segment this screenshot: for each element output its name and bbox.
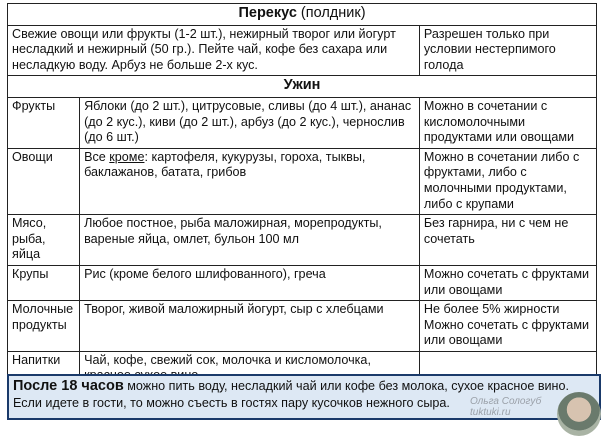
watermark: Ольга Сологуб tuktuki.ru: [470, 396, 542, 418]
author-photo: [557, 392, 601, 436]
row-note: Не более 5% жирности Можно сочетать с фруктами или овощами: [419, 301, 596, 352]
row-items: Чай, кофе, свежий сок, молочка и кисломолочка,: [80, 351, 420, 386]
row-items: Любое постное, рыба маложирная, морепродукты, вареные яйца, омлет, бульон 100 мл: [80, 215, 420, 266]
row-items: Яблоки (до 2 шт.), цитрусовые, сливы (до 4 шт.), ананас (до 2 кус.), киви (до 2 шт.), арбуз (до 2 кус.), чернослив (до 6 шт.): [80, 97, 420, 148]
row-items: Все кроме: картофеля, кукурузы, гороха, тыквы, баклажанов, батата, грибов: [80, 148, 420, 214]
row-category: Фрукты: [8, 97, 80, 148]
snack-title: Перекус (полдник): [8, 4, 597, 26]
row-note: Без гарнира, ни с чем не сочетать: [419, 215, 596, 266]
table-row: [8, 215, 597, 266]
after-18-heading: После 18 часов: [13, 378, 124, 394]
row-category: Овощи: [8, 148, 80, 214]
snack-text: Свежие овощи или фрукты (1-2 шт.), нежирный творог или йогурт несладкий и нежирный (50 гр.). Пейте чай, кофе без сахара или несладкую воду. Арбуз не больше 2-х кус.: [8, 25, 420, 76]
row-note: Можно в сочетании с кисломолочными продуктами или овощами: [419, 97, 596, 148]
dinner-header-row: [8, 76, 597, 98]
row-category: Мясо, рыба, яйца: [8, 215, 80, 266]
row-items: Творог, живой маложирный йогурт, сыр с хлебцами: [80, 301, 420, 352]
row-category: Молочные продукты: [8, 301, 80, 352]
table-row: [8, 301, 597, 352]
row-items: Рис (кроме белого шлифованного), греча: [80, 265, 420, 300]
snack-row: [8, 25, 597, 76]
snack-note: Разрешен только при условии нестерпимого голода: [419, 25, 596, 76]
row-category: Крупы: [8, 265, 80, 300]
dinner-title: Ужин: [8, 76, 597, 98]
row-note: Можно в сочетании либо с фруктами, либо с молочными продуктами, либо с крупами: [419, 148, 596, 214]
table-row: [8, 148, 597, 214]
diet-table: [7, 3, 597, 387]
row-note: Можно сочетать с фруктами или овощами: [419, 265, 596, 300]
snack-header-row: [8, 4, 597, 26]
table-row: [8, 265, 597, 300]
row-category: Напитки: [8, 351, 80, 386]
diet-table-container: [7, 3, 597, 387]
table-row: [8, 97, 597, 148]
after-18-text: можно пить воду, несладкий чай или кофе без молока, сухое красное вино. Если идете в гости, то можно съесть в гостях пару кусочков нежного сыра.: [13, 379, 570, 410]
